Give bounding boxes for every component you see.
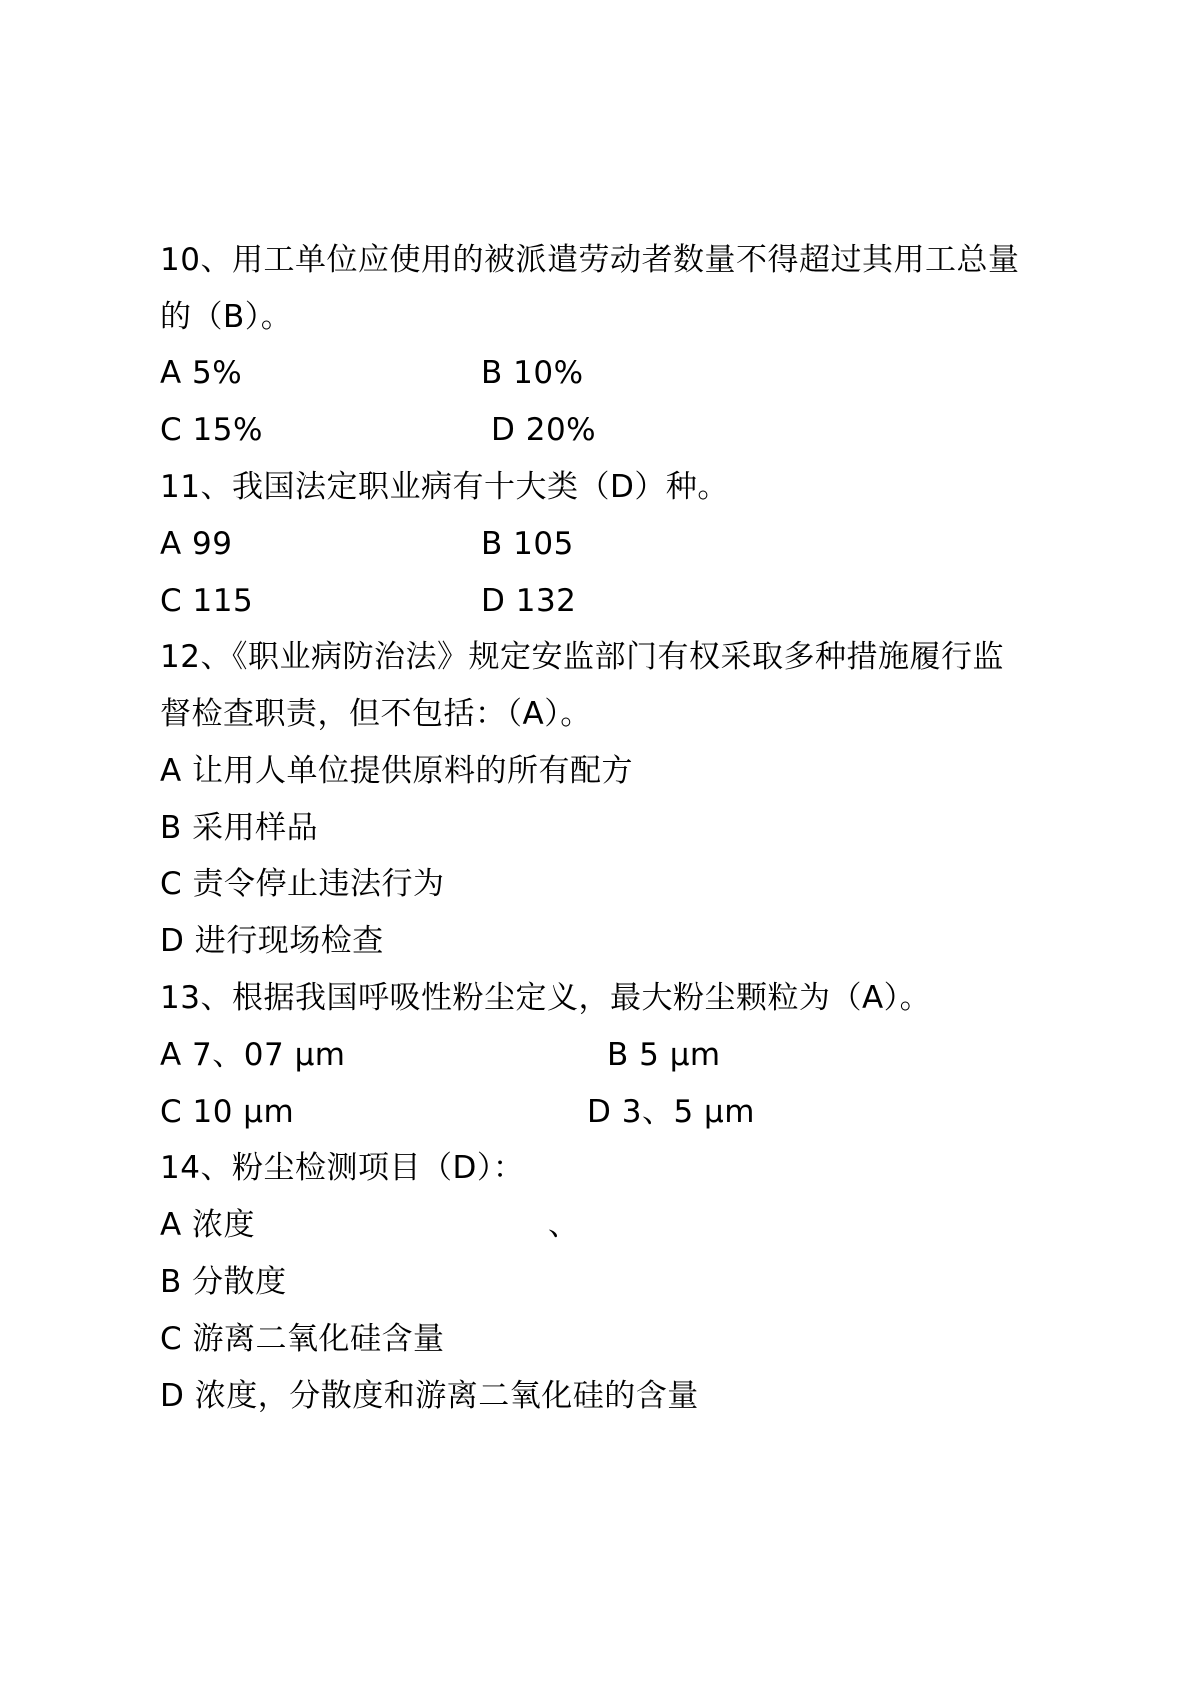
q12-option-b: B 采用样品 [160, 810, 319, 846]
q10-stem-line2: 的（B）。 [160, 299, 293, 335]
q10-option-d: D 20% [491, 412, 597, 448]
q11-option-c: C 115 [160, 583, 254, 619]
q14-option-d: D 浓度，分散度和游离二氧化硅的含量 [160, 1378, 699, 1414]
q13-option-c: C 10 μm [160, 1094, 295, 1130]
q13-option-a: A 7、07 μm [160, 1037, 346, 1073]
q13-stem: 13、根据我国呼吸性粉尘定义，最大粉尘颗粒为（A）。 [160, 980, 932, 1016]
q11-option-b: B 105 [481, 526, 574, 562]
q12-option-a: A 让用人单位提供原料的所有配方 [160, 753, 634, 789]
q13-option-b: B 5 μm [607, 1037, 721, 1073]
q10-option-b: B 10% [481, 355, 584, 391]
q12-option-d: D 进行现场检查 [160, 923, 384, 959]
q14-option-c: C 游离二氧化硅含量 [160, 1321, 445, 1357]
q11-option-d: D 132 [481, 583, 577, 619]
q14-option-b: B 分散度 [160, 1264, 287, 1300]
q11-stem: 11、我国法定职业病有十大类（D）种。 [160, 469, 729, 505]
q14-stray-mark: 、 [548, 1207, 580, 1243]
q11-option-a: A 99 [160, 526, 233, 562]
q14-option-a: A 浓度 [160, 1207, 256, 1243]
q12-option-c: C 责令停止违法行为 [160, 866, 445, 902]
q12-stem-line1: 12、《职业病防治法》规定安监部门有权采取多种措施履行监 [160, 639, 1004, 675]
q14-stem: 14、粉尘检测项目（D）： [160, 1150, 525, 1186]
q12-stem-line2: 督检查职责，但不包括：（A）。 [160, 696, 592, 732]
q10-option-c: C 15% [160, 412, 263, 448]
q10-stem-line1: 10、用工单位应使用的被派遣劳动者数量不得超过其用工总量 [160, 242, 1020, 278]
q10-option-a: A 5% [160, 355, 243, 391]
q13-option-d: D 3、5 μm [587, 1094, 755, 1130]
